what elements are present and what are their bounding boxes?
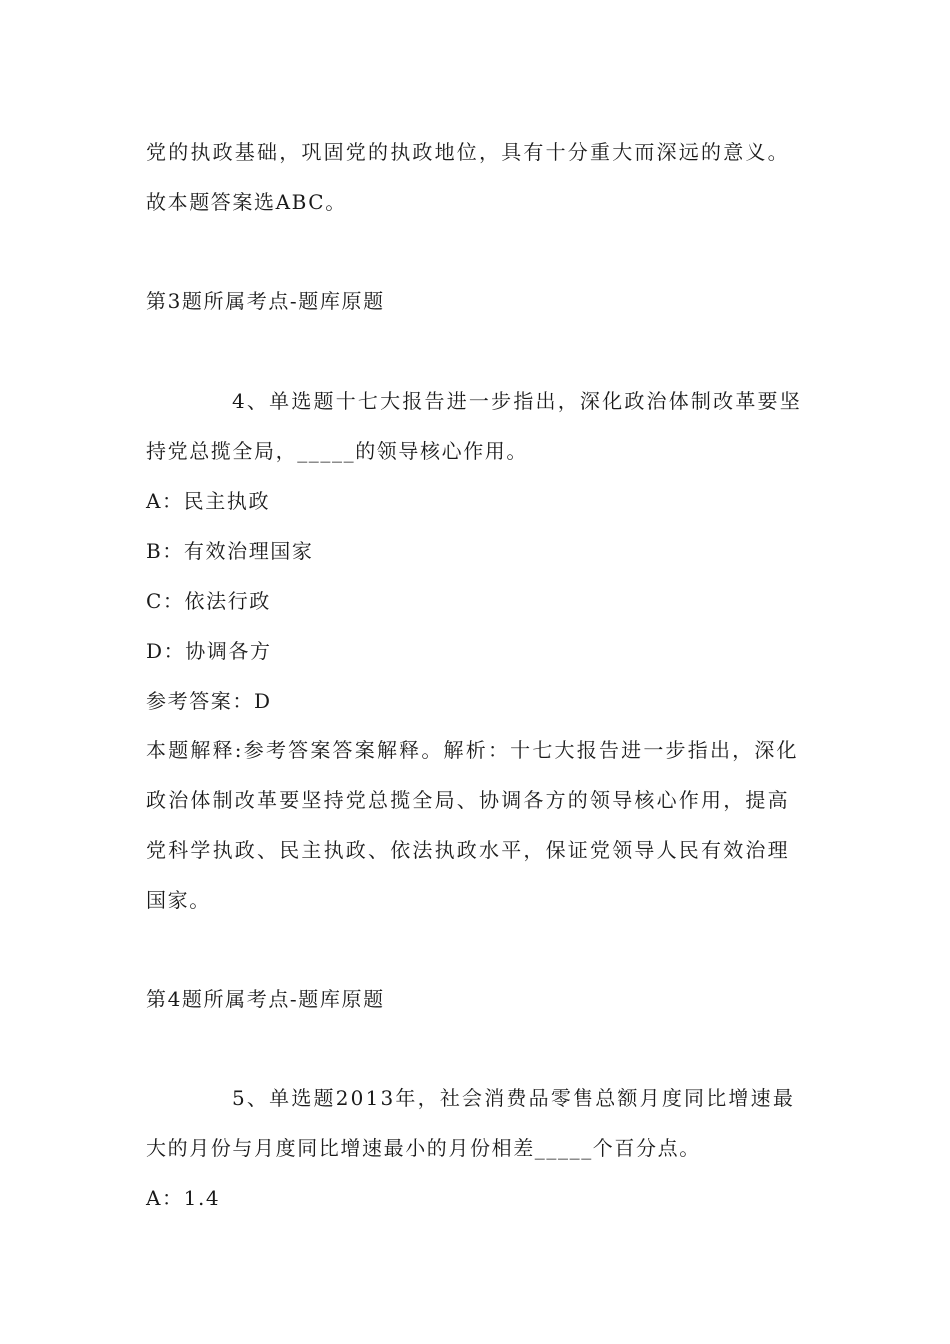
q4-stem-line-2: 持党总揽全局，_____的领导核心作用。 — [146, 439, 528, 463]
q4-explanation-line-2: 政治体制改革要坚持党总揽全局、协调各方的领导核心作用，提高 — [146, 788, 790, 812]
q4-source-note: 第4题所属考点-题库原题 — [146, 987, 385, 1011]
q4-explanation-line-3: 党科学执政、民主执政、依法执政水平，保证党领导人民有效治理 — [146, 838, 790, 862]
q4-stem-line-1: 4、单选题十七大报告进一步指出，深化政治体制改革要坚 — [232, 389, 802, 413]
q5-stem-line-2: 大的月份与月度同比增速最小的月份相差_____个百分点。 — [146, 1136, 701, 1160]
q4-option-b: B：有效治理国家 — [146, 539, 314, 563]
q4-explanation-line-1: 本题解释:参考答案答案解释。解析：十七大报告进一步指出，深化 — [146, 738, 799, 762]
q3-analysis-line: 党的执政基础，巩固党的执政地位，具有十分重大而深远的意义。 — [146, 140, 790, 164]
q4-option-a: A：民主执政 — [146, 489, 271, 513]
q4-option-c: C：依法行政 — [146, 589, 271, 613]
q4-explanation-line-4: 国家。 — [146, 888, 211, 912]
q3-source-note: 第3题所属考点-题库原题 — [146, 289, 385, 313]
q3-answer-line: 故本题答案选ABC。 — [146, 190, 347, 214]
q4-answer: 参考答案：D — [146, 689, 272, 713]
q4-option-d: D：协调各方 — [146, 639, 272, 663]
q5-stem-line-1: 5、单选题2013年，社会消费品零售总额月度同比增速最 — [232, 1086, 796, 1110]
q5-option-a: A：1.4 — [146, 1186, 221, 1210]
